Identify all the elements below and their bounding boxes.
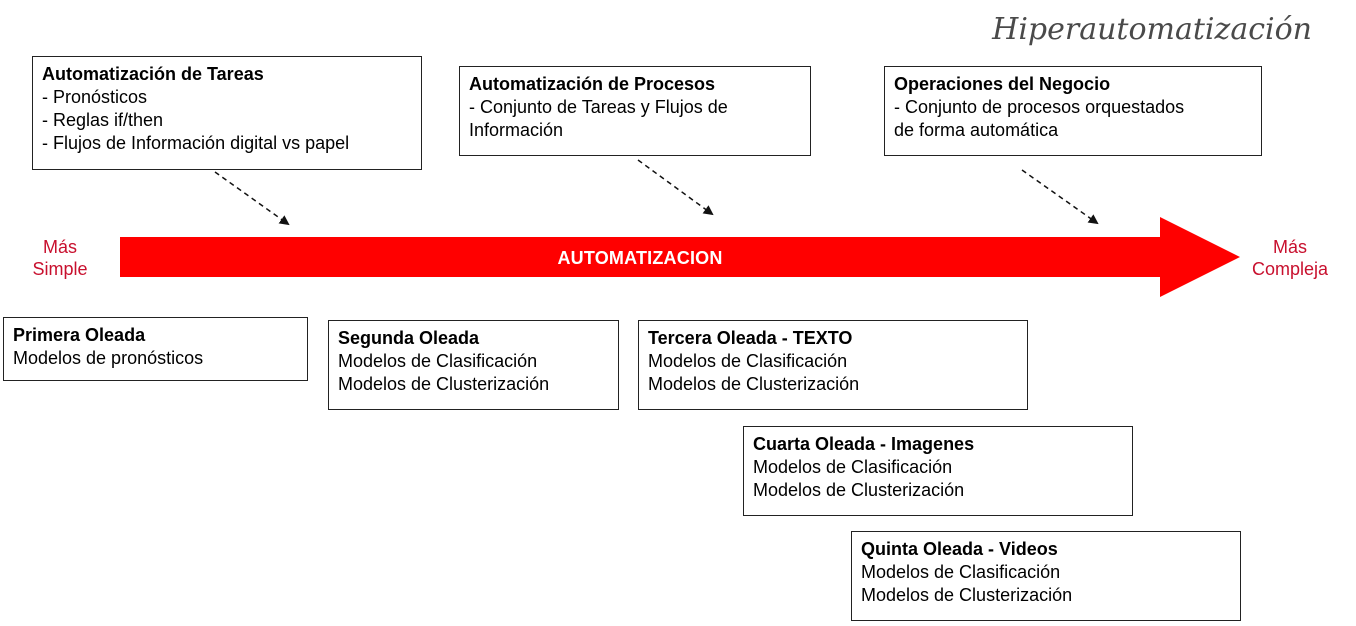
left-end-label-line1: Más <box>42 237 77 257</box>
left-end-label-line2: Simple <box>32 259 88 279</box>
box-heading: Cuarta Oleada - Imagenes <box>753 434 975 454</box>
box-line: Modelos de Clasificación <box>648 351 848 371</box>
box-line: Modelos de Clasificación <box>338 351 538 371</box>
dashed-connector-procesos <box>638 160 712 214</box>
box-line: - Reglas if/then <box>42 110 164 130</box>
arrow-label: AUTOMATIZACION <box>557 248 723 268</box>
box-heading: Segunda Oleada <box>338 328 480 348</box>
box-line: Modelos de Clasificación <box>861 562 1061 582</box>
right-end-label <box>1240 236 1340 280</box>
box-cuarta-oleada <box>743 426 1133 516</box>
dashed-connector-tareas <box>215 172 288 224</box>
box-line: - Pronósticos <box>42 87 148 107</box>
box-heading: Operaciones del Negocio <box>894 74 1111 94</box>
right-end-label-line1: Más <box>1272 237 1307 257</box>
box-heading: Tercera Oleada - TEXTO <box>648 328 853 348</box>
box-line: - Flujos de Información digital vs papel <box>42 133 350 153</box>
box-line: Modelos de Clusterización <box>861 585 1073 605</box>
box-line: de forma automática <box>894 120 1059 140</box>
box-line: - Conjunto de procesos orquestados <box>894 97 1185 117</box>
box-primera-oleada <box>3 317 308 381</box>
box-line: Modelos de Clusterización <box>753 480 965 500</box>
box-heading: Automatización de Procesos <box>469 74 716 94</box>
box-line: Información <box>469 120 564 140</box>
left-end-label <box>24 236 96 280</box>
box-segunda-oleada <box>328 320 619 410</box>
box-tercera-oleada <box>638 320 1028 410</box>
box-quinta-oleada <box>851 531 1241 621</box>
box-line: Modelos de Clasificación <box>753 457 953 477</box>
dashed-connector-negocio <box>1022 170 1097 223</box>
box-line: - Conjunto de Tareas y Flujos de <box>469 97 728 117</box>
box-line: Modelos de Clusterización <box>338 374 550 394</box>
box-heading: Quinta Oleada - Videos <box>861 539 1058 559</box>
box-line: Modelos de Clusterización <box>648 374 860 394</box>
diagram-title: Hiperautomatización <box>992 12 1312 47</box>
box-heading: Automatización de Tareas <box>42 64 264 84</box>
box-heading: Primera Oleada <box>13 325 146 345</box>
box-line: Modelos de pronósticos <box>13 348 204 368</box>
right-end-label-line2: Compleja <box>1251 259 1329 279</box>
